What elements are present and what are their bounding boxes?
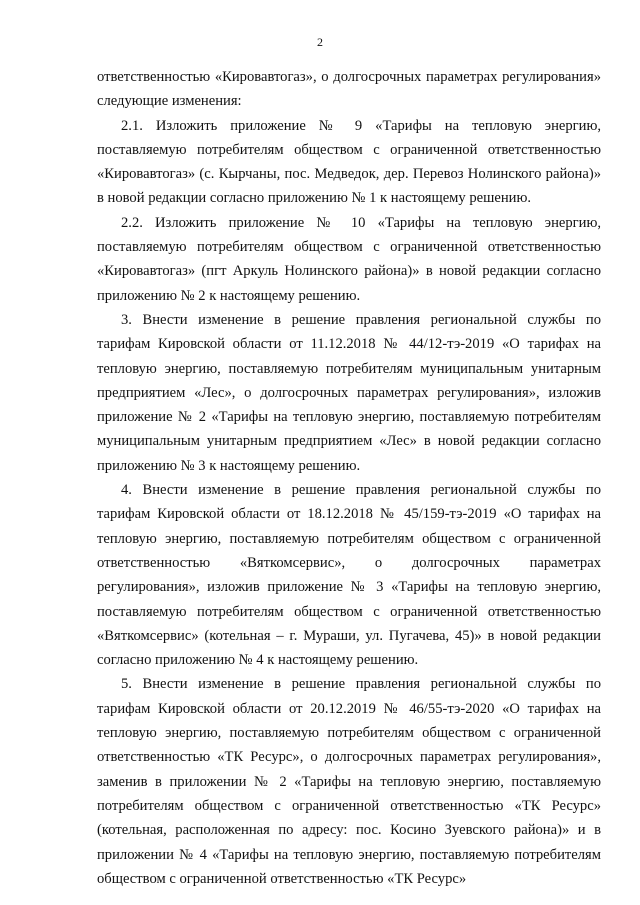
paragraph-2-1: 2.1. Изложить приложение № 9 «Тарифы на тепловую энергию, поставляемую потребителям обществом с ограниченной ответственностью «Кировавтогаз» (с. Кырчаны, пос. Медведок, дер. Перевоз Нолинского района)» в новой редакции согласно приложению № 1 к настоящему решению. [97, 117, 601, 207]
page-number: 2 [317, 35, 323, 49]
paragraph-2-2: 2.2. Изложить приложение № 10 «Тарифы на тепловую энергию, поставляемую потребителям обществом с ограниченной ответственностью «Кировавтогаз» (пгт Аркуль Нолинского района)» в новой редакции согласно приложению № 2 к настоящему решению. [97, 214, 601, 304]
document-body [97, 65, 601, 891]
paragraph-3: 3. Внести изменение в решение правления региональной службы по тарифам Кировской области от 11.12.2018 № 44/12-тэ-2019 «О тарифах на тепловую энергию, поставляемую потребителям муниципальным унитарным предприятием «Лес», о долгосрочных параметрах регулирования», изложив приложение № 2 «Тарифы на тепловую энергию, поставляемую потребителям муниципальным унитарным предприятием «Лес» в новой редакции согласно приложению № 3 к настоящему решению. [97, 311, 601, 474]
paragraph-continuation: ответственностью «Кировавтогаз», о долгосрочных параметрах регулирования» следующие изменения: [97, 69, 601, 110]
paragraph-5: 5. Внести изменение в решение правления региональной службы по тарифам Кировской области от 20.12.2019 № 46/55-тэ-2020 «О тарифах на тепловую энергию, поставляемую потребителям обществом с ограниченной ответственностью «ТК Ресурс», о долгосрочных параметрах регулирования», заменив в приложении № 2 «Тарифы на тепловую энергию, поставляемую потребителям обществом с ограниченной ответственностью «ТК Ресурс» (котельная, расположенная по адресу: пос. Косино Зуевского района)» и в приложении № 4 «Тарифы на тепловую энергию, поставляемую потребителям обществом с ограниченной ответственностью «ТК Ресурс» [97, 676, 601, 887]
paragraph-4: 4. Внести изменение в решение правления региональной службы по тарифам Кировской области от 18.12.2018 № 45/159-тэ-2019 «О тарифах на тепловую энергию, поставляемую потребителям обществом с ограниченной ответственностью «Вяткомсервис», о долгосрочных параметрах регулирования», изложив приложение № 3 «Тарифы на тепловую энергию, поставляемую потребителям обществом с ограниченной ответственностью «Вяткомсервис» (котельная – г. Мураши, ул. Пугачева, 45)» в новой редакции согласно приложению № 4 к настоящему решению. [97, 482, 601, 669]
